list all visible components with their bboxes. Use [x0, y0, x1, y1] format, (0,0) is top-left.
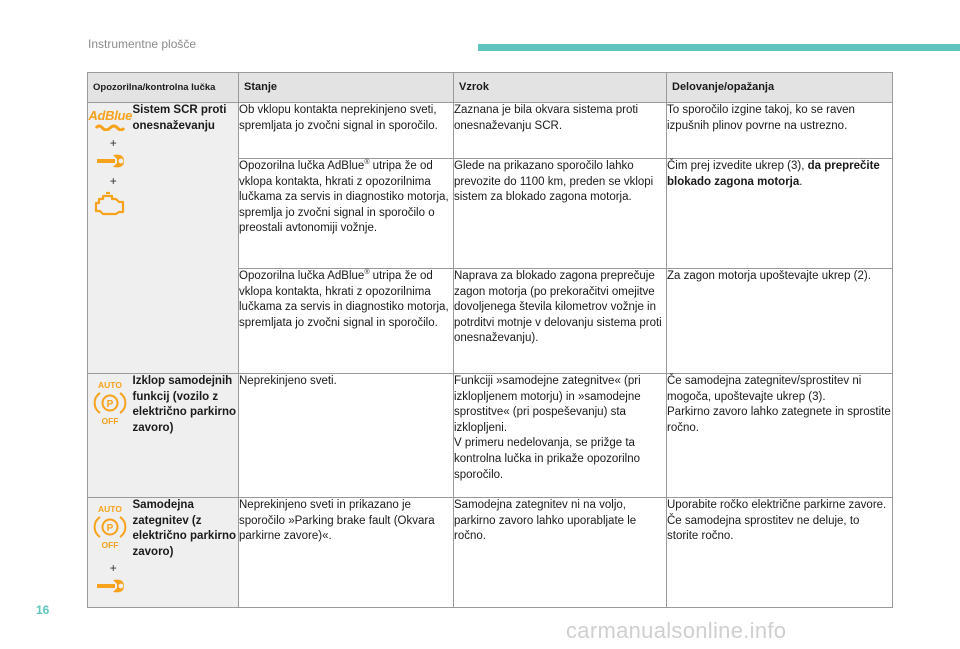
action-cell: To sporočilo izgine takoj, ko se raven izpušnih plinov povrne na ustrezno. [667, 103, 893, 159]
cause-cell: Funkciji »samodejne zategnitve« (pri izklopljenem motorju) in »samodejne sprostitve« (pri pospeševanju) sta izklopljeni. V primeru nedelovanja, se prižge ta kontrolna lučka in prikaže opozorilno sporočilo. [454, 374, 667, 498]
auto-off-icons-cell [88, 374, 133, 498]
warning-name: Sistem SCR proti onesnaževanju [133, 103, 239, 374]
adblue-icon: AdBlue [88, 109, 132, 131]
svg-text:AUTO: AUTO [98, 504, 123, 514]
action-cell: Čim prej izvedite ukrep (3), da preprečite blokado zagona motorja. [667, 159, 893, 269]
scr-icons-cell [88, 103, 133, 374]
svg-text:OFF: OFF [101, 416, 119, 426]
plus-sign: + [109, 560, 117, 575]
cause-cell: Glede na prikazano sporočilo lahko prevozite do 1100 km, preden se vklopi sistem za blokado zagona motorja. [454, 159, 667, 269]
table-row [88, 103, 893, 159]
column-header-cause: Vzrok [454, 73, 667, 103]
auto-parking-brake-off-icon [93, 380, 127, 432]
engine-icon [94, 191, 126, 217]
header-accent-bar [478, 44, 960, 51]
table-row [88, 498, 893, 608]
svg-text:P: P [106, 399, 114, 410]
plus-sign: + [109, 136, 117, 150]
table-row [88, 374, 893, 498]
svg-text:P: P [106, 523, 114, 534]
state-cell: Ob vklopu kontakta neprekinjeno sveti, spremljata jo zvočni signal in sporočilo. [239, 103, 454, 159]
warning-lights-table [87, 72, 893, 608]
auto-apply-icons-cell [88, 498, 133, 608]
action-cell: Uporabite ročko električne parkirne zavore. Če samodejna sprostitev ne deluje, to storite ročno. [667, 498, 893, 608]
column-header-action: Delovanje/opažanja [667, 73, 893, 103]
column-header-state: Stanje [239, 73, 454, 103]
state-cell: Neprekinjeno sveti in prikazano je sporočilo »Parking brake fault (Okvara parkirne zavore)«. [239, 498, 454, 608]
cause-cell: Samodejna zategnitev ni na voljo, parkirno zavoro lahko uporabljate le ročno. [454, 498, 667, 608]
action-cell: Za zagon motorja upoštevajte ukrep (2). [667, 269, 893, 374]
auto-parking-brake-off-icon [93, 504, 127, 556]
state-cell: Opozorilna lučka AdBlue® utripa že od vklopa kontakta, hkrati z opozorilnima lučkama za servis in diagnostiko motorja, spremljata jo zvočni signal in sporočilo. [239, 269, 454, 374]
svg-text:AUTO: AUTO [98, 380, 123, 390]
warning-name: Izklop samodejnih funkcij (vozilo z električno parkirno zavoro) [133, 374, 239, 498]
svg-text:OFF: OFF [101, 540, 119, 550]
wrench-icon [95, 578, 125, 594]
plus-sign: + [109, 174, 117, 188]
warning-name: Samodejna zategnitev (z električno parkirno zavoro) [133, 498, 239, 608]
wrench-icon [95, 153, 125, 169]
action-cell: Če samodejna zategnitev/sprostitev ni mogoča, upoštevajte ukrep (3). Parkirno zavoro lahko zategnete in sprostite ročno. [667, 374, 893, 498]
section-title: Instrumentne plošče [88, 37, 197, 51]
table-header-row [88, 73, 893, 103]
cause-cell: Naprava za blokado zagona preprečuje zagon motorja (po prekoračitvi omejitve dovoljenega števila kilometrov vožnje in potrditvi motnje v delovanju sistema proti onesnaževanju). [454, 269, 667, 374]
state-cell: Opozorilna lučka AdBlue® utripa že od vklopa kontakta, hkrati z opozorilnima lučkama za servis in diagnostiko motorja, spremlja jo zvočni signal in sporočilo o preostali avtonomiji vožnje. [239, 159, 454, 269]
state-cell: Neprekinjeno sveti. [239, 374, 454, 498]
cause-cell: Zaznana je bila okvara sistema proti onesnaževanju SCR. [454, 103, 667, 159]
watermark: carmanualsonline.info [566, 618, 787, 643]
column-header-warning-light: Opozorilna/kontrolna lučka [88, 73, 239, 103]
page-number: 16 [36, 603, 50, 617]
